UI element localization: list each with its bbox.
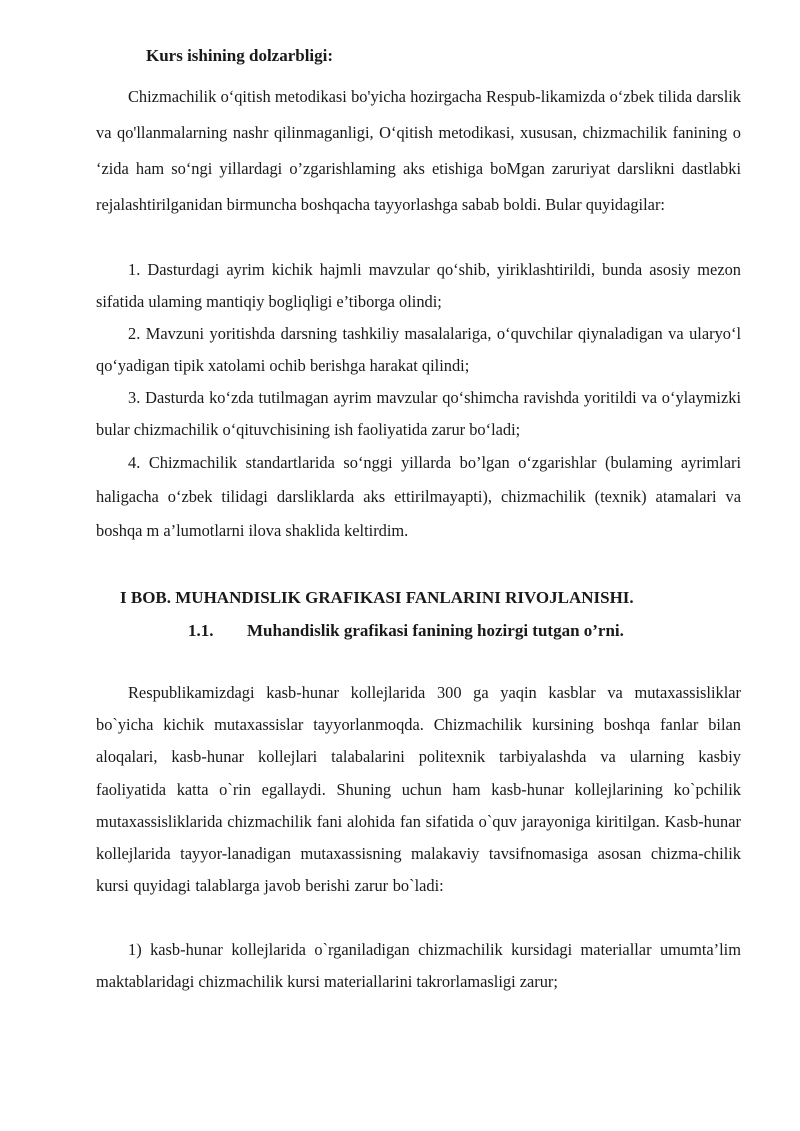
list-item-4: 4. Chizmachilik standartlarida so‘nggi yillarda bo’lgan o‘zgarishlar (bulaming ayrimlari haligacha o‘zbek tilidagi darsliklarda aks ettirilmayapti), chizmachilik (texnik) atamalari va boshqa m a’lumotlarni ilova shaklida keltirdim.	[96, 453, 741, 540]
list-item-1: 1. Dasturdagi ayrim kichik hajmli mavzular qo‘shib, yiriklashtirildi, bunda asosiy mezon sifatida ulaming mantiqiy bogliqligi e’tiborga olindi;	[96, 260, 741, 311]
subsection-number: 1.1.	[188, 621, 214, 640]
list-item-3: 3. Dasturda ko‘zda tutilmagan ayrim mavzular qo‘shimcha ravishda yoritildi va o‘ylaymizki bular chizmachilik o‘qituvchisining ish faoliyatida zarur bo‘ladi;	[96, 388, 741, 439]
body-paragraph: Respublikamizdagi kasb-hunar kollejlarida 300 ga yaqin kasblar va mutaxassisliklar bo`yicha kichik mutaxassislar tayyorlanmoqda. Chizmachilik kursining boshqa fanlar bilan aloqalari, kasb-hunar kollejlari talabalarini politexnik tarbiyalashda va ularning kasbiy faoliyatida katta o`rin egallaydi. Shuning uchun ham kasb-hunar kollejlarining ko`pchilik mutaxassisliklarida chizmachilik fani alohida fan sifatida o`quv jarayoniga kiritilgan. Kasb-hunar kollejlarida tayyor-lanadigan mutaxassisning malakaviy tavsifnomasiga asosan chizma-chilik kursi quyidagi talablarga javob berishi zarur bo`ladi:	[96, 683, 741, 896]
chapter-title: I BOB. MUHANDISLIK GRAFIKASI FANLARINI RIVOJLANISHI.	[120, 588, 634, 607]
requirement-item-1: 1) kasb-hunar kollejlarida o`rganiladigan chizmachilik kursidagi materiallar umumta’lim maktablaridagi chizmachilik kursi materiallarini takrorlamasligi zarur;	[96, 940, 741, 991]
subsection-title: Muhandislik grafikasi fanining hozirgi tutgan o’rni.	[247, 621, 624, 640]
intro-paragraph: Chizmachilik o‘qitish metodikasi bo'yicha hozirgacha Respub-likamizda o‘zbek tilida darslik va qo'llanmalarning nashr qilinmaganligi, O‘qitish metodikasi, xususan, chizmachilik fanining o ‘zida ham so‘ngi yillardagi o’zgarishlaming aks etishiga boMgan zaruriyat darslikni dastlabki rejalashtirilganidan birmuncha boshqacha tayyorlashga sabab boldi. Bular quyidagilar:	[96, 87, 741, 214]
section-heading-dolzarbligi: Kurs ishining dolzarbligi:	[146, 46, 334, 65]
list-item-2: 2. Mavzuni yoritishda darsning tashkiliy masalalariga, o‘quvchilar qiynaladigan va ularyo‘l qo‘yadigan tipik xatolami ochib berishga harakat qilindi;	[96, 324, 741, 375]
